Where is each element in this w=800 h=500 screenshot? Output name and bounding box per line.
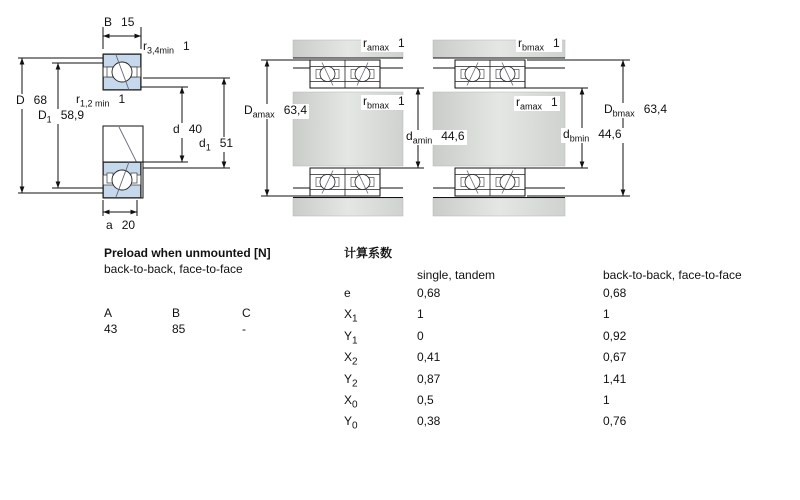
bearing-section-top xyxy=(103,54,141,90)
diagram-b-pair-bottom xyxy=(455,168,525,196)
dim-label-ramax-a: $r_{amax}$ 1 xyxy=(363,36,405,53)
preload-value-A: 43 xyxy=(104,322,118,336)
factor-row-Y2: $Y_2$ 0,87 1,41 xyxy=(344,371,774,392)
dim-label-ramax-b: $r_{amax}$ 1 xyxy=(516,95,558,112)
factor-value: 0,5 xyxy=(417,392,434,407)
factor-row-Y0: $Y_0$ 0,38 0,76 xyxy=(344,413,774,434)
preload-value-C: - xyxy=(242,322,246,336)
dim-label-d: d 40 xyxy=(171,123,204,138)
preload-value-B: 85 xyxy=(172,322,186,336)
factor-row-e: e 0,68 0,68 xyxy=(344,285,774,306)
factor-value: 0,41 xyxy=(417,350,441,365)
diagram-a-pair-top xyxy=(310,60,380,88)
dim-label-r34min: $r_{3,4min}$ 1 xyxy=(143,39,190,56)
dim-label-D1: $D_1$ 58,9 xyxy=(38,108,85,125)
dim-label-a: a 20 xyxy=(106,218,136,232)
factor-value: 1 xyxy=(417,307,424,322)
diagram-b-pair-top xyxy=(455,60,525,88)
factor-value: 0,76 xyxy=(603,414,627,429)
preload-header-C: C xyxy=(242,306,251,320)
factor-value: 1 xyxy=(603,307,610,322)
dim-label-rbmax-b: $r_{bmax}$ 1 xyxy=(518,36,560,53)
factor-value: 0,92 xyxy=(603,328,627,343)
factors-title: 计算系数 xyxy=(344,246,393,260)
factor-row-X1: $X_1$ 1 1 xyxy=(344,306,774,327)
preload-header-A: A xyxy=(104,306,113,320)
dim-label-Damax: $D_{amax}$ 63,4 xyxy=(244,103,308,120)
factor-value: 0,87 xyxy=(417,371,441,386)
factor-value: 1 xyxy=(603,392,610,407)
dim-label-dbmin: $d_{bmin}$ 44,6 xyxy=(563,127,622,144)
preload-header-B: B xyxy=(172,306,181,320)
dim-a-lines xyxy=(103,200,137,216)
factor-value: 0,68 xyxy=(417,286,441,300)
factor-value: 0 xyxy=(417,328,424,343)
dim-label-r12min: $r_{1,2 min}$ 1 xyxy=(76,92,126,109)
factor-row-X0: $X_0$ 0,5 1 xyxy=(344,392,774,413)
dim-label-B: B 15 xyxy=(104,15,135,29)
preload-title: Preload when unmounted [N] xyxy=(104,246,271,260)
factor-value: 0,67 xyxy=(603,350,627,365)
factors-header-row xyxy=(344,267,774,283)
factor-value: 0,38 xyxy=(417,414,441,429)
dim-label-damin: $d_{amin}$ 44,6 xyxy=(406,129,465,146)
factor-row-Y1: $Y_1$ 0 0,92 xyxy=(344,328,774,349)
dim-label-D: D 68 xyxy=(14,94,49,109)
bearing-section-bottom xyxy=(103,162,141,198)
factor-value: 0,68 xyxy=(603,286,627,300)
factors-table xyxy=(344,245,774,435)
preload-subtitle: back-to-back, face-to-face xyxy=(104,262,243,276)
dim-label-rbmax-a: $r_{bmax}$ 1 xyxy=(363,94,405,111)
dim-D-lines xyxy=(18,58,103,193)
factors-col1-header: single, tandem xyxy=(417,268,496,282)
dim-label-d1: $d_1$ 51 xyxy=(199,136,234,153)
factor-row-X2: $X_2$ 0,41 0,67 xyxy=(344,349,774,370)
factors-col2-header: back-to-back, face-to-face xyxy=(603,268,742,282)
factor-value: 1,41 xyxy=(603,371,627,386)
diagram-a-pair-bottom xyxy=(310,168,380,196)
dim-label-Dbmax: $D_{bmax}$ 63,4 xyxy=(604,102,668,119)
